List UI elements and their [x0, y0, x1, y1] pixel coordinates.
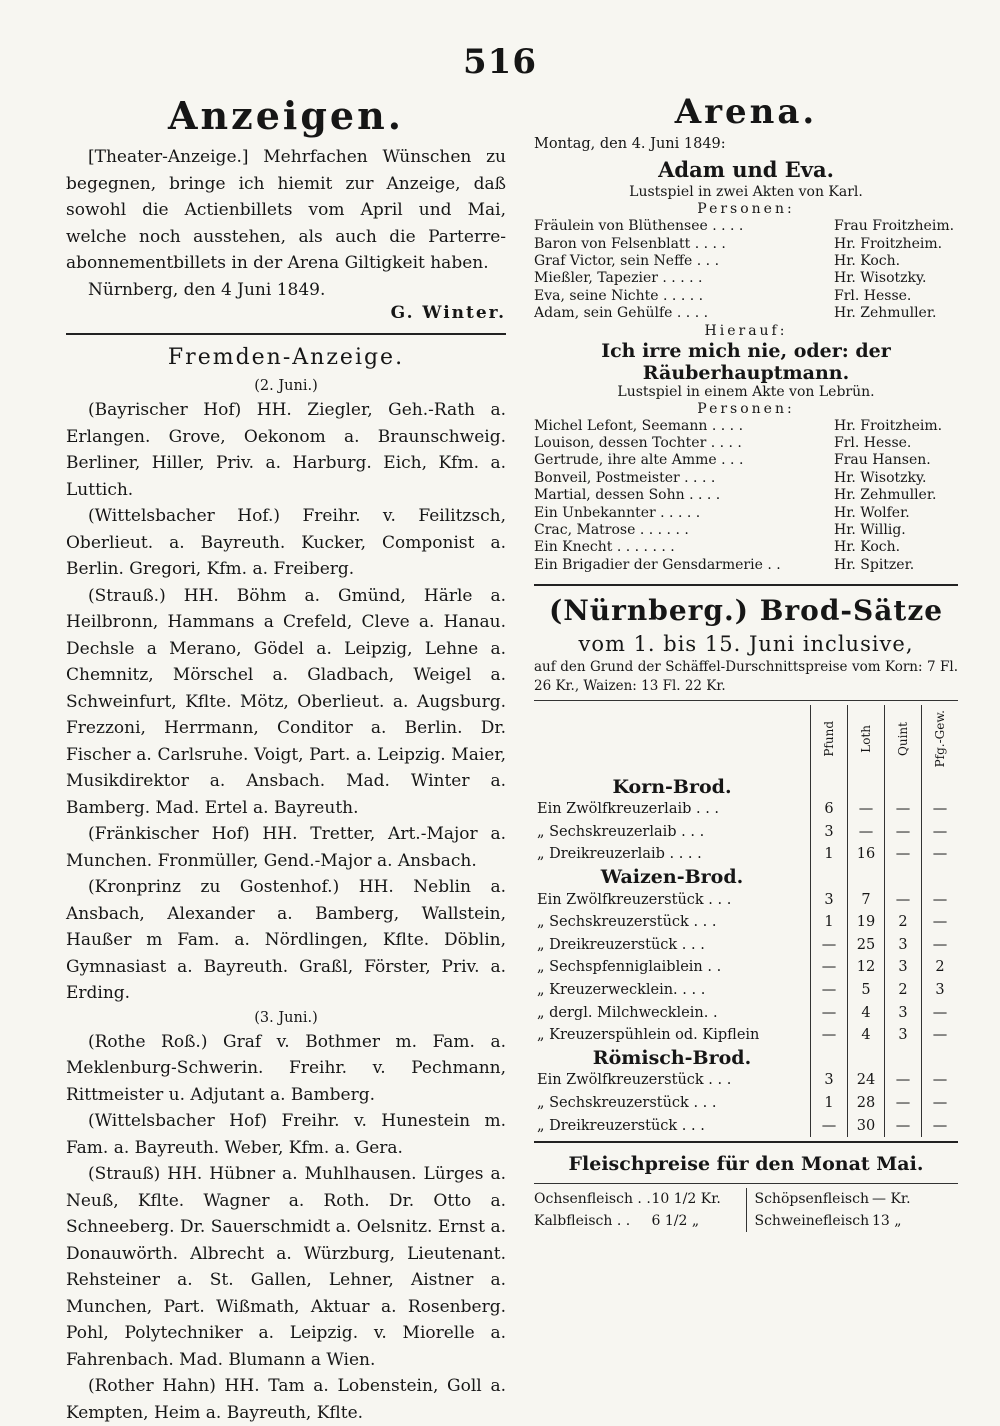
- column-header: [885, 705, 922, 775]
- weight-cell: —: [811, 1001, 848, 1024]
- meat-price: — Kr.: [872, 1188, 958, 1210]
- cast-row: [534, 470, 958, 487]
- empty-cell: [848, 1046, 885, 1069]
- cast-actor: Hr. Koch.: [834, 253, 958, 270]
- section-title: Waizen-Brod.: [534, 866, 811, 889]
- cast-actor: Hr. Zehmuller.: [834, 487, 958, 504]
- weight-cell: —: [811, 1024, 848, 1047]
- guest-entry: (Rothe Roß.) Graf v. Bothmer m. Fam. a. Meklenburg-Schwerin. Freihr. v. Pechmann, Rittmeister u. Adjutant a. Bamberg.: [66, 1029, 506, 1109]
- cast-role: Baron von Felsenblatt . . . .: [534, 236, 834, 253]
- weight-cell: —: [811, 979, 848, 1002]
- meat-heading: Fleischpreise für den Monat Mai.: [534, 1149, 958, 1179]
- table-row: [534, 1114, 958, 1137]
- meat-price: 10 1/2 Kr.: [652, 1188, 738, 1210]
- guest-entry: (Strauß.) HH. Böhm a. Gmünd, Härle a. Heilbronn, Hammans a Crefeld, Cleve a. Hanau. Dechsle a Merano, Gödel a. Leipzig, Lehne a. Chemnitz, Mörschel a. Gladbach, Weigel a. Schweinfurt, Kflte. Mötz, Oberlieut. a. Augsburg. Frezzoni, Herrmann, Conditor a. Berlin. Dr. Fischer a. Carlsruhe. Voigt, Part. a. Leipzig. Maier, Musikdirektor a. Ansbach. Mad. Winter a. Bamberg. Mad. Ertel a. Bayreuth.: [66, 583, 506, 822]
- weight-cell: —: [811, 1114, 848, 1137]
- cast-actor: Hr. Froitzheim.: [834, 236, 958, 253]
- bread-label: „ Sechspfenniglaiblein . .: [534, 956, 811, 979]
- cast-actor: Hr. Spitzer.: [834, 557, 958, 574]
- weight-cell: 24: [848, 1069, 885, 1092]
- divider: [534, 1141, 958, 1143]
- cast-actor: Hr. Wisotzky.: [834, 270, 958, 287]
- meat-row: [534, 1188, 958, 1210]
- cast-role: Ein Brigadier der Gensdarmerie . .: [534, 557, 834, 574]
- weight-cell: 3: [885, 1024, 922, 1047]
- weight-cell: —: [922, 843, 959, 866]
- cast-row: [534, 539, 958, 556]
- weight-cell: 19: [848, 911, 885, 934]
- cast-role: Ein Unbekannter . . . . .: [534, 505, 834, 522]
- empty-cell: [885, 775, 922, 798]
- cast-role: Fräulein von Blüthensee . . . .: [534, 218, 834, 235]
- weight-cell: —: [885, 1069, 922, 1092]
- weight-cell: —: [848, 820, 885, 843]
- bread-label: Ein Zwölfkreuzerlaib . . .: [534, 798, 811, 821]
- cast-actor: Frl. Hesse.: [834, 435, 958, 452]
- cast-role: Ein Knecht . . . . . . .: [534, 539, 834, 556]
- bread-label: „ Kreuzerspühlein od. Kipflein: [534, 1024, 811, 1047]
- column-header-label: Pfg.-Gew.: [933, 710, 947, 767]
- section-title: Korn-Brod.: [534, 775, 811, 798]
- page-number: 516: [0, 42, 1000, 82]
- brod-table-body: [534, 775, 958, 1137]
- date-heading: (3. Juni.): [66, 1007, 506, 1029]
- cast-role: Crac, Matrose . . . . . .: [534, 522, 834, 539]
- empty-cell: [922, 775, 959, 798]
- weight-cell: 1: [811, 1092, 848, 1115]
- cast-role: Adam, sein Gehülfe . . . .: [534, 305, 834, 322]
- cast-actor: Frl. Hesse.: [834, 288, 958, 305]
- play-subtitle: Lustspiel in einem Akte von Lebrün.: [534, 384, 958, 401]
- column-header-label: Quint: [896, 722, 910, 756]
- empty-cell: [811, 866, 848, 889]
- cast-row: [534, 557, 958, 574]
- empty-cell: [885, 866, 922, 889]
- divider: [534, 584, 958, 586]
- meat-item: [534, 1188, 738, 1210]
- cast-row: [534, 218, 958, 235]
- guest-entry: (Rother Hahn) HH. Tam a. Lobenstein, Goll a. Kempten, Heim a. Bayreuth, Kflte.: [66, 1373, 506, 1426]
- bread-label: Ein Zwölfkreuzerstück . . .: [534, 1069, 811, 1092]
- guest-entry: (Strauß) HH. Hübner a. Muhlhausen. Lürges a. Neuß, Kflte. Wagner a. Roth. Dr. Otto a. Schneeberg. Dr. Sauerschmidt a. Oelsnitz. Ernst a. Donauwörth. Albrecht a. Würzburg, Lieutenant. Rehsteiner a. St. Gallen, Lehner, Aistner a. Munchen, Part. Wißmath, Aktuar a. Rosenberg. Pohl, Polytechniker a. Leipzig. v. Miorelle a. Fahrenbach. Mad. Blumann a Wien.: [66, 1161, 506, 1373]
- weight-cell: —: [922, 911, 959, 934]
- cast-actor: Hr. Willig.: [834, 522, 958, 539]
- cast-actor: Hr. Koch.: [834, 539, 958, 556]
- weight-cell: —: [922, 1114, 959, 1137]
- meat-label: Schweinefleisch: [755, 1210, 873, 1232]
- weight-cell: 3: [885, 956, 922, 979]
- cast-actor: Hr. Zehmuller.: [834, 305, 958, 322]
- guest-entry: (Wittelsbacher Hof) Freihr. v. Hunestein m. Fam. a. Bayreuth. Weber, Kfm. a. Gera.: [66, 1108, 506, 1161]
- meat-price: 6 1/2 „: [652, 1210, 738, 1232]
- divider: [534, 1183, 958, 1184]
- weight-cell: 12: [848, 956, 885, 979]
- weight-cell: 2: [885, 979, 922, 1002]
- cast-row: [534, 452, 958, 469]
- empty-cell: [848, 866, 885, 889]
- weight-cell: 1: [811, 911, 848, 934]
- cast-role: Graf Victor, sein Neffe . . .: [534, 253, 834, 270]
- divider: [534, 700, 958, 701]
- column-header: [848, 705, 885, 775]
- divider: [66, 333, 506, 335]
- cast-role: Bonveil, Postmeister . . . .: [534, 470, 834, 487]
- hierauf-label: Hierauf:: [534, 323, 958, 340]
- play-title: Adam und Eva.: [534, 156, 958, 184]
- entries-day1: [66, 397, 506, 1007]
- weight-cell: 28: [848, 1092, 885, 1115]
- weight-cell: —: [922, 1024, 959, 1047]
- column-header: [811, 705, 848, 775]
- weight-cell: —: [811, 956, 848, 979]
- meat-label: Ochsenfleisch . .: [534, 1188, 652, 1210]
- table-row: [534, 1001, 958, 1024]
- cast-list: [534, 218, 958, 322]
- weight-cell: 3: [922, 979, 959, 1002]
- meat-item: [755, 1210, 959, 1232]
- table-row: [534, 820, 958, 843]
- weight-cell: 2: [885, 911, 922, 934]
- brod-basis: auf den Grund der Schäffel-Durschnittspreise vom Korn: 7 Fl. 26 Kr., Waizen: 13 Fl. 22 Kr.: [534, 658, 958, 696]
- weight-cell: —: [885, 798, 922, 821]
- empty-cell: [848, 775, 885, 798]
- anzeigen-heading: Anzeigen.: [66, 92, 506, 140]
- table-row: [534, 956, 958, 979]
- play-subtitle: Lustspiel in zwei Akten von Karl.: [534, 184, 958, 201]
- weight-cell: 3: [885, 933, 922, 956]
- arena-date: Montag, den 4. Juni 1849:: [534, 132, 958, 156]
- weight-cell: —: [848, 798, 885, 821]
- weight-cell: —: [922, 798, 959, 821]
- column-divider: [746, 1188, 747, 1210]
- guest-entry: (Fränkischer Hof) HH. Tretter, Art.-Major a. Munchen. Fronmüller, Gend.-Major a. Ansbach.: [66, 821, 506, 874]
- weight-cell: 2: [922, 956, 959, 979]
- cast-role: Gertrude, ihre alte Amme . . .: [534, 452, 834, 469]
- weight-cell: 4: [848, 1024, 885, 1047]
- meat-label: Schöpsenfleisch: [755, 1188, 873, 1210]
- weight-cell: —: [885, 820, 922, 843]
- cast-actor: Hr. Wolfer.: [834, 505, 958, 522]
- weight-cell: —: [811, 933, 848, 956]
- bread-label: „ dergl. Milchwecklein. .: [534, 1001, 811, 1024]
- cast-row: [534, 505, 958, 522]
- section-row: [534, 775, 958, 798]
- cast-role: Martial, dessen Sohn . . . .: [534, 487, 834, 504]
- empty-cell: [811, 775, 848, 798]
- bread-label: Ein Zwölfkreuzerstück . . .: [534, 888, 811, 911]
- brod-table-header: [534, 705, 958, 775]
- arena-heading: Arena.: [534, 92, 958, 132]
- play-title: Ich irre mich nie, oder: der Räuberhauptmann.: [534, 340, 958, 384]
- weight-cell: —: [922, 933, 959, 956]
- cast-role: Mießler, Tapezier . . . . .: [534, 270, 834, 287]
- table-row: [534, 843, 958, 866]
- weight-cell: 3: [811, 1069, 848, 1092]
- weight-cell: —: [922, 888, 959, 911]
- table-row: [534, 1024, 958, 1047]
- table-row: [534, 798, 958, 821]
- left-column: [66, 92, 506, 1426]
- cast-row: [534, 288, 958, 305]
- weight-cell: —: [922, 1069, 959, 1092]
- guest-entry: (Kronprinz zu Gostenhof.) HH. Neblin a. Ansbach, Alexander a. Bamberg, Wallstein, Haußer m Fam. a. Nördlingen, Kflte. Döblin, Gymnasiast a. Bayreuth. Graßl, Förster, Priv. a. Erding.: [66, 874, 506, 1007]
- personen-label: Personen:: [534, 401, 958, 418]
- theater-notice: [Theater-Anzeige.] Mehrfachen Wünschen zu begegnen, bringe ich hiemit zur Anzeige, daß sowohl die Actienbillets vom April und Mai, welche noch ausstehen, als auch die Parterre-abonnementbillets in der Arena Giltigkeit haben.: [66, 144, 506, 277]
- cast-actor: Frau Hansen.: [834, 452, 958, 469]
- section-row: [534, 1046, 958, 1069]
- bread-label: „ Dreikreuzerstück . . .: [534, 933, 811, 956]
- table-row: [534, 911, 958, 934]
- weight-cell: —: [922, 820, 959, 843]
- empty-cell: [922, 1046, 959, 1069]
- table-row: [534, 888, 958, 911]
- weight-cell: 16: [848, 843, 885, 866]
- weight-cell: —: [922, 1001, 959, 1024]
- bread-label: „ Sechskreuzerstück . . .: [534, 911, 811, 934]
- weight-cell: 6: [811, 798, 848, 821]
- meat-prices: [534, 1188, 958, 1232]
- column-header-label: Pfund: [822, 721, 836, 757]
- right-column: [534, 92, 958, 1232]
- weight-cell: 3: [885, 1001, 922, 1024]
- weight-cell: 25: [848, 933, 885, 956]
- weight-cell: 3: [811, 820, 848, 843]
- bread-label: „ Kreuzerwecklein. . . .: [534, 979, 811, 1002]
- meat-item: [755, 1188, 959, 1210]
- cast-row: [534, 522, 958, 539]
- bread-label: „ Dreikreuzerstück . . .: [534, 1114, 811, 1137]
- bread-label: „ Sechskreuzerstück . . .: [534, 1092, 811, 1115]
- bread-label: „ Sechskreuzerlaib . . .: [534, 820, 811, 843]
- column-divider: [746, 1210, 747, 1232]
- brod-table: [534, 705, 958, 1137]
- fremden-heading: Fremden-Anzeige.: [66, 341, 506, 375]
- table-row: [534, 1069, 958, 1092]
- weight-cell: 1: [811, 843, 848, 866]
- weight-cell: —: [885, 888, 922, 911]
- weight-cell: —: [885, 1092, 922, 1115]
- weight-cell: 5: [848, 979, 885, 1002]
- cast-row: [534, 270, 958, 287]
- guest-entry: (Bayrischer Hof) HH. Ziegler, Geh.-Rath a. Erlangen. Grove, Oekonom a. Braunschweig. Berliner, Hiller, Priv. a. Harburg. Eich, Kfm. a. Luttich.: [66, 397, 506, 503]
- cast-actor: Hr. Wisotzky.: [834, 470, 958, 487]
- weight-cell: 7: [848, 888, 885, 911]
- column-header-label: Loth: [859, 725, 873, 753]
- empty-cell: [811, 1046, 848, 1069]
- cast-row: [534, 487, 958, 504]
- cast-role: Michel Lefont, Seemann . . . .: [534, 418, 834, 435]
- cast-row: [534, 236, 958, 253]
- cast-row: [534, 418, 958, 435]
- section-title: Römisch-Brod.: [534, 1046, 811, 1069]
- table-row: [534, 933, 958, 956]
- cast-row: [534, 305, 958, 322]
- cast-list: [534, 418, 958, 575]
- weight-cell: —: [922, 1092, 959, 1115]
- bread-label: „ Dreikreuzerlaib . . . .: [534, 843, 811, 866]
- meat-price: 13 „: [872, 1210, 958, 1232]
- entries-day2: [66, 1029, 506, 1426]
- weight-cell: 30: [848, 1114, 885, 1137]
- personen-label: Personen:: [534, 201, 958, 218]
- empty-cell: [922, 866, 959, 889]
- table-row: [534, 1092, 958, 1115]
- brod-heading: (Nürnberg.) Brod-Sätze: [534, 592, 958, 630]
- cast-role: Eva, seine Nichte . . . . .: [534, 288, 834, 305]
- cast-actor: Hr. Froitzheim.: [834, 418, 958, 435]
- meat-label: Kalbfleisch . .: [534, 1210, 652, 1232]
- brod-subheading: vom 1. bis 15. Juni inclusive,: [534, 630, 958, 658]
- meat-row: [534, 1210, 958, 1232]
- date-heading: (2. Juni.): [66, 375, 506, 397]
- cast-row: [534, 435, 958, 452]
- weight-cell: —: [885, 843, 922, 866]
- theater-signature: G. Winter.: [66, 303, 506, 323]
- theater-place-date: Nürnberg, den 4 Juni 1849.: [66, 277, 506, 304]
- table-row: [534, 979, 958, 1002]
- cast-role: Louison, dessen Tochter . . . .: [534, 435, 834, 452]
- weight-cell: 4: [848, 1001, 885, 1024]
- column-header: [922, 705, 959, 775]
- guest-entry: (Wittelsbacher Hof.) Freihr. v. Feilitzsch, Oberlieut. a. Bayreuth. Kucker, Componist a. Berlin. Gregori, Kfm. a. Freiberg.: [66, 503, 506, 583]
- empty-cell: [885, 1046, 922, 1069]
- cast-row: [534, 253, 958, 270]
- weight-cell: 3: [811, 888, 848, 911]
- section-row: [534, 866, 958, 889]
- weight-cell: —: [885, 1114, 922, 1137]
- meat-item: [534, 1210, 738, 1232]
- cast-actor: Frau Froitzheim.: [834, 218, 958, 235]
